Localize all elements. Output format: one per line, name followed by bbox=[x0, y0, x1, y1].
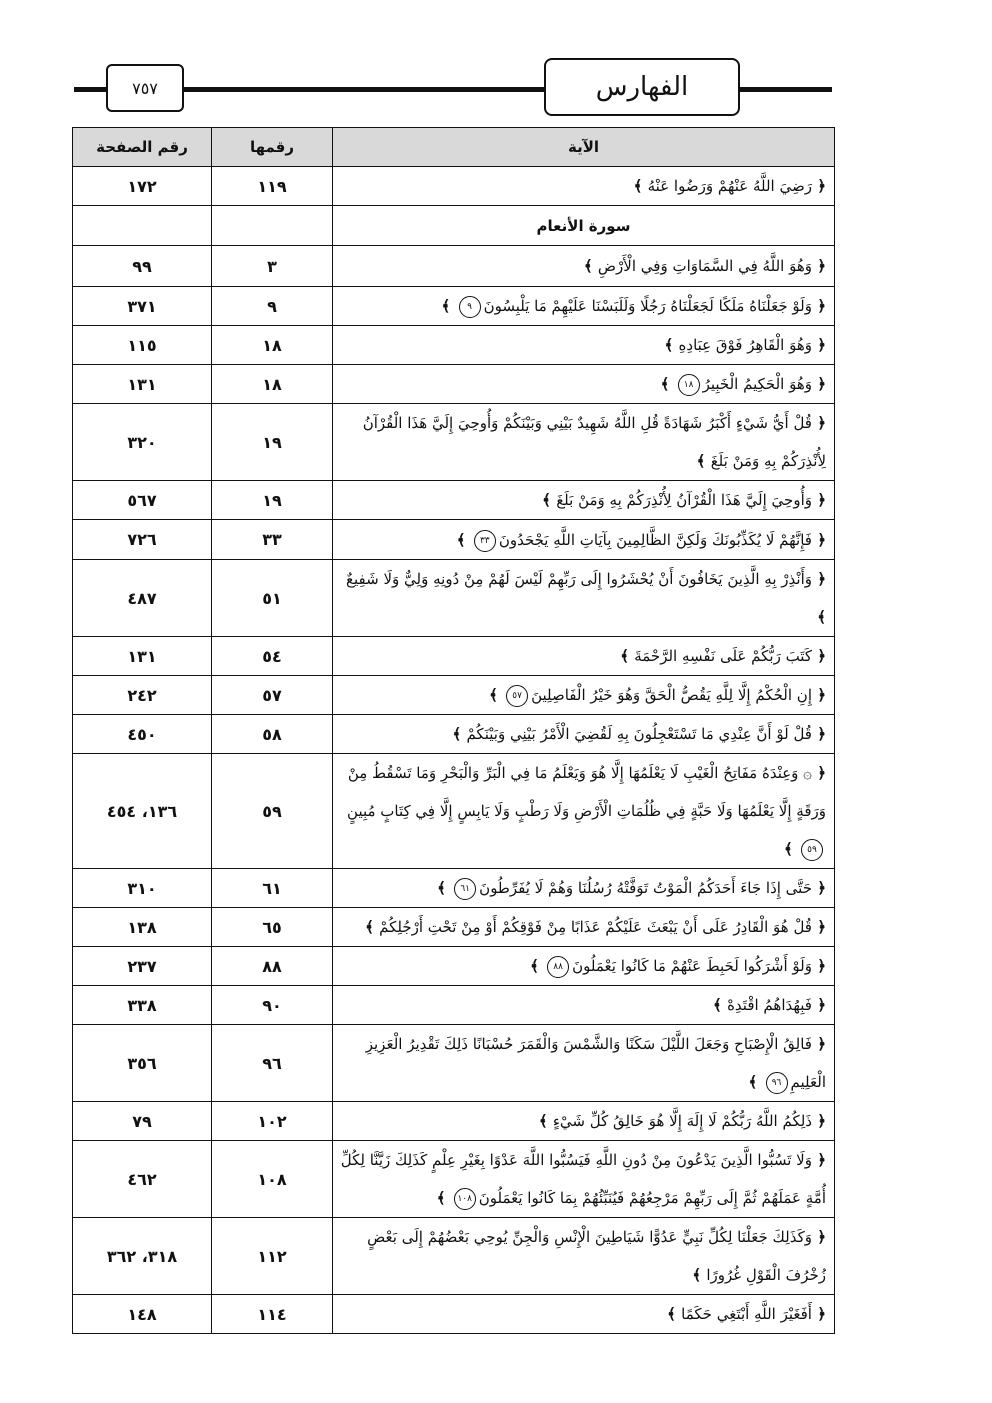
ayah-text: فَبِهُدَاهُمُ اقْتَدِهْ bbox=[727, 996, 812, 1014]
table-row bbox=[73, 481, 835, 520]
ornate-bracket-open: ﴿ bbox=[811, 257, 826, 275]
page-reference: ٣٣٨ bbox=[73, 986, 212, 1025]
header-rule-right bbox=[738, 87, 832, 92]
page-reference: ١٧٢ bbox=[73, 167, 212, 206]
ayah-number: ١٠٨ bbox=[212, 1141, 333, 1218]
ayah-number: ٣٣ bbox=[212, 520, 333, 560]
ayah-text: فَالِقُ الْإِصْبَاحِ وَجَعَلَ اللَّيْلَ سَكَنًا وَالشَّمْسَ وَالْقَمَرَ حُسْبَانًا ذَلِكَ تَقْدِيرُ الْعَزِيزِ الْعَلِيمِ bbox=[365, 1035, 826, 1091]
table-row bbox=[73, 520, 835, 560]
ayah-number: ١١٢ bbox=[212, 1218, 333, 1295]
ornate-bracket-close: ﴾ bbox=[660, 375, 675, 393]
ornate-bracket-close: ﴾ bbox=[489, 686, 504, 704]
surah-name: سورة الأنعام bbox=[333, 206, 835, 246]
ayah-text: حَتَّى إِذَا جَاءَ أَحَدَكُمُ الْمَوْتُ تَوَفَّتْهُ رُسُلُنَا وَهُمْ لَا يُفَرِّطُونَ bbox=[479, 879, 812, 897]
ayah-number: ٥٩ bbox=[212, 754, 333, 869]
ayah-number: ١٨ bbox=[212, 326, 333, 365]
ayah-number: ١٨ bbox=[212, 365, 333, 404]
table-row bbox=[73, 560, 835, 637]
ornate-bracket-open: ﴿ bbox=[811, 177, 826, 195]
ornate-bracket-open: ﴿ bbox=[811, 414, 826, 432]
ornate-bracket-open: ﴿ bbox=[811, 957, 826, 975]
ayah-cell bbox=[333, 246, 835, 287]
ayah-text: كَتَبَ رَبُّكُمْ عَلَى نَفْسِهِ الرَّحْمَةَ bbox=[634, 647, 812, 665]
header-rule-left bbox=[74, 87, 106, 92]
ayah-cell bbox=[333, 1025, 835, 1102]
page-reference: ١٣١ bbox=[73, 365, 212, 404]
ayah-text: وَلَوْ جَعَلْنَاهُ مَلَكًا لَجَعَلْنَاهُ رَجُلًا وَلَلَبَسْنَا عَلَيْهِمْ مَا يَلْبِسُونَ bbox=[483, 297, 812, 315]
header-ayah: الآية bbox=[333, 128, 835, 167]
verse-end-marker: ١٠٨ bbox=[454, 1188, 476, 1210]
table-row bbox=[73, 326, 835, 365]
ornate-bracket-open: ﴿ bbox=[811, 725, 826, 743]
table-row bbox=[73, 715, 835, 754]
ayah-cell bbox=[333, 986, 835, 1025]
ornate-bracket-close: ﴾ bbox=[436, 1189, 451, 1207]
ayah-cell bbox=[333, 1218, 835, 1295]
ayah-number: ١١٤ bbox=[212, 1295, 333, 1334]
ayah-text: وَأُوحِيَ إِلَيَّ هَذَا الْقُرْآنُ لِأُنْذِرَكُمْ بِهِ وَمَنْ بَلَغَ bbox=[556, 491, 812, 509]
verse-end-marker: ٣٣ bbox=[474, 530, 496, 552]
verse-end-marker: ٩ bbox=[459, 296, 481, 318]
table-row bbox=[73, 287, 835, 326]
page-reference: ٣٧١ bbox=[73, 287, 212, 326]
ornate-bracket-close: ﴾ bbox=[664, 336, 679, 354]
ornate-bracket-close: ﴾ bbox=[441, 297, 456, 315]
ornate-bracket-open: ﴿ bbox=[811, 336, 826, 354]
ayah-number: ١١٩ bbox=[212, 167, 333, 206]
verse-end-marker: ٦١ bbox=[454, 878, 476, 900]
ayah-number: ٨٨ bbox=[212, 947, 333, 986]
ayah-number: ٩٠ bbox=[212, 986, 333, 1025]
ayah-number: ٦٥ bbox=[212, 908, 333, 947]
ornate-bracket-close: ﴾ bbox=[437, 879, 452, 897]
header-rule-middle bbox=[180, 87, 544, 92]
ornate-bracket-close: ﴾ bbox=[748, 1073, 763, 1091]
page-reference: ٢٤٢ bbox=[73, 676, 212, 715]
table-row bbox=[73, 676, 835, 715]
ornate-bracket-open: ﴿ bbox=[811, 996, 826, 1014]
ayah-text: وَهُوَ الْقَاهِرُ فَوْقَ عِبَادِهِ bbox=[678, 336, 812, 354]
ayah-text: فَإِنَّهُمْ لَا يُكَذِّبُونَكَ وَلَكِنَّ الظَّالِمِينَ بِآيَاتِ اللَّهِ يَجْحَدُونَ bbox=[498, 530, 812, 549]
page-reference: ١٤٨ bbox=[73, 1295, 212, 1334]
ayah-cell bbox=[333, 520, 835, 560]
ornate-bracket-close: ﴾ bbox=[783, 840, 798, 858]
page-title: الفهارس bbox=[544, 58, 740, 116]
verse-end-marker: ٥٩ bbox=[801, 839, 823, 861]
ayah-text: قُلْ أَيُّ شَيْءٍ أَكْبَرُ شَهَادَةً قُلِ اللَّهُ شَهِيدٌ بَيْنِي وَبَيْنَكُمْ وَأُوحِيَ إِلَيَّ هَذَا الْقُرْآنُ لِأُنْذِرَكُمْ بِهِ وَمَنْ بَلَغَ bbox=[362, 414, 826, 470]
table-row bbox=[73, 1141, 835, 1218]
ayah-cell bbox=[333, 167, 835, 206]
ayah-cell bbox=[333, 560, 835, 637]
ornate-bracket-close: ﴾ bbox=[633, 177, 648, 195]
ornate-bracket-open: ﴿ bbox=[811, 570, 826, 588]
ornate-bracket-close: ﴾ bbox=[452, 725, 467, 743]
ornate-bracket-open: ﴿ bbox=[811, 491, 826, 509]
empty-cell bbox=[73, 206, 212, 246]
ayah-cell bbox=[333, 1141, 835, 1218]
ornate-bracket-close: ﴾ bbox=[620, 647, 635, 665]
ornate-bracket-open: ﴿ bbox=[811, 1035, 826, 1053]
ornate-bracket-open: ﴿ bbox=[811, 647, 826, 665]
page-reference: ٣١٠ bbox=[73, 869, 212, 908]
ornate-bracket-close: ﴾ bbox=[456, 530, 471, 549]
ayah-cell bbox=[333, 754, 835, 869]
table-row bbox=[73, 404, 835, 481]
page-reference: ٣٢٠ bbox=[73, 404, 212, 481]
verse-end-marker: ٨٨ bbox=[547, 956, 569, 978]
page-reference: ٢٣٧ bbox=[73, 947, 212, 986]
table-row bbox=[73, 947, 835, 986]
ornate-bracket-close: ﴾ bbox=[583, 257, 598, 275]
ayah-number: ٥٤ bbox=[212, 637, 333, 676]
ayah-cell bbox=[333, 481, 835, 520]
ayah-number: ٣ bbox=[212, 246, 333, 287]
page-reference: ٧٢٦ bbox=[73, 520, 212, 560]
table-row bbox=[73, 986, 835, 1025]
ornate-bracket-close: ﴾ bbox=[538, 1112, 553, 1130]
ayah-cell bbox=[333, 326, 835, 365]
ayah-number: ١٩ bbox=[212, 481, 333, 520]
header-page-number: رقم الصفحة bbox=[73, 128, 212, 167]
ayah-number: ٥١ bbox=[212, 560, 333, 637]
table-row bbox=[73, 1102, 835, 1141]
table-row bbox=[73, 637, 835, 676]
page-reference: ٤٥٠ bbox=[73, 715, 212, 754]
ayah-text: وَكَذَلِكَ جَعَلْنَا لِكُلِّ نَبِيٍّ عَدُوًّا شَيَاطِينَ الْإِنْسِ وَالْجِنِّ يُوحِي بَعْضُهُمْ إِلَى بَعْضٍ زُخْرُفَ الْقَوْلِ غُرُورًا bbox=[367, 1228, 826, 1284]
table-row bbox=[73, 365, 835, 404]
ayah-number: ١٠٢ bbox=[212, 1102, 333, 1141]
table-row bbox=[73, 1295, 835, 1334]
ayah-text: إِنِ الْحُكْمُ إِلَّا لِلَّهِ يَقُصُّ الْحَقَّ وَهُوَ خَيْرُ الْفَاصِلِينَ bbox=[531, 686, 812, 704]
ornate-bracket-open: ﴿ bbox=[811, 1112, 826, 1130]
ayah-number: ٥٨ bbox=[212, 715, 333, 754]
ornate-bracket-close: ﴾ bbox=[542, 491, 557, 509]
table-row bbox=[73, 754, 835, 869]
ornate-bracket-open: ﴿ bbox=[811, 879, 826, 897]
ayah-text: وَأَنْذِرْ بِهِ الَّذِينَ يَخَافُونَ أَنْ يُحْشَرُوا إِلَى رَبِّهِمْ لَيْسَ لَهُمْ مِنْ دُونِهِ وَلِيٌّ وَلَا شَفِيعٌ bbox=[346, 570, 812, 588]
table-row bbox=[73, 869, 835, 908]
ayah-cell bbox=[333, 676, 835, 715]
ayah-cell bbox=[333, 908, 835, 947]
page-reference: ١١٥ bbox=[73, 326, 212, 365]
ornate-bracket-open: ﴿ bbox=[811, 1151, 826, 1169]
ornate-bracket-close: ﴾ bbox=[365, 918, 380, 936]
ornate-bracket-open: ﴿ bbox=[811, 764, 826, 782]
ayah-text: وَلَا تَسُبُّوا الَّذِينَ يَدْعُونَ مِنْ دُونِ اللَّهِ فَيَسُبُّوا اللَّهَ عَدْوًا بِغَيْرِ عِلْمٍ كَذَلِكَ زَيَّنَّا لِكُلِّ أُمَّةٍ عَمَلَهُمْ ثُمَّ إِلَى رَبِّهِمْ مَرْجِعُهُمْ فَيُنَبِّئُهُمْ بِمَا كَانُوا يَعْمَلُونَ bbox=[340, 1151, 826, 1207]
ornate-bracket-close: ﴾ bbox=[696, 452, 711, 470]
page-header bbox=[0, 0, 992, 120]
ayah-cell bbox=[333, 1102, 835, 1141]
ayah-cell bbox=[333, 637, 835, 676]
ornate-bracket-open: ﴿ bbox=[811, 1228, 826, 1246]
ayah-number: ٦١ bbox=[212, 869, 333, 908]
page-reference: ١٣١ bbox=[73, 637, 212, 676]
ornate-bracket-open: ﴿ bbox=[811, 918, 826, 936]
ayah-text: قُلْ هُوَ الْقَادِرُ عَلَى أَنْ يَبْعَثَ عَلَيْكُمْ عَذَابًا مِنْ فَوْقِكُمْ أَوْ مِنْ تَحْتِ أَرْجُلِكُمْ bbox=[379, 918, 812, 936]
page-reference: ٥٦٧ bbox=[73, 481, 212, 520]
ayah-cell bbox=[333, 1295, 835, 1334]
table-header-row bbox=[73, 128, 835, 167]
table-row bbox=[73, 1218, 835, 1295]
ayah-text: وَهُوَ اللَّهُ فِي السَّمَاوَاتِ وَفِي الْأَرْضِ bbox=[597, 257, 812, 275]
empty-cell bbox=[212, 206, 333, 246]
ornate-bracket-close: ﴾ bbox=[692, 1266, 707, 1284]
table-row bbox=[73, 908, 835, 947]
header-ayah-number: رقمها bbox=[212, 128, 333, 167]
ayah-text: وَلَوْ أَشْرَكُوا لَحَبِطَ عَنْهُمْ مَا كَانُوا يَعْمَلُونَ bbox=[572, 957, 812, 975]
ornate-bracket-close: ﴾ bbox=[667, 1305, 682, 1323]
ayah-cell bbox=[333, 715, 835, 754]
verse-end-marker: ١٨ bbox=[678, 374, 700, 396]
table-row bbox=[73, 167, 835, 206]
page-reference: ٤٨٧ bbox=[73, 560, 212, 637]
ornate-bracket-open: ﴿ bbox=[811, 686, 826, 704]
table-row bbox=[73, 246, 835, 287]
table-body bbox=[73, 167, 835, 1334]
ayah-number: ٩٦ bbox=[212, 1025, 333, 1102]
ornate-bracket-open: ﴿ bbox=[811, 375, 826, 393]
ayah-index-table bbox=[72, 127, 835, 1334]
ayah-cell bbox=[333, 869, 835, 908]
ornate-bracket-close: ﴾ bbox=[713, 996, 728, 1014]
page-reference: ٣١٨، ٣٦٢ bbox=[73, 1218, 212, 1295]
ayah-text: أَفَغَيْرَ اللَّهِ أَبْتَغِي حَكَمًا bbox=[681, 1305, 812, 1323]
ayah-text: رَضِيَ اللَّهُ عَنْهُمْ وَرَضُوا عَنْهُ bbox=[647, 177, 812, 195]
page-reference: ١٣٦، ٤٥٤ bbox=[73, 754, 212, 869]
ayah-text: ذَلِكُمُ اللَّهُ رَبُّكُمْ لَا إِلَهَ إِلَّا هُوَ خَالِقُ كُلِّ شَيْءٍ bbox=[552, 1112, 812, 1130]
ayah-text: وَهُوَ الْحَكِيمُ الْخَبِيرُ bbox=[702, 375, 812, 393]
page-number: ٧٥٧ bbox=[106, 64, 184, 112]
ornate-bracket-open: ﴿ bbox=[811, 530, 826, 549]
ornate-bracket-close: ﴾ bbox=[530, 957, 545, 975]
ayah-cell bbox=[333, 287, 835, 326]
surah-heading-row bbox=[73, 206, 835, 246]
ayah-number: ٩ bbox=[212, 287, 333, 326]
ornate-bracket-open: ﴿ bbox=[811, 297, 826, 315]
verse-end-marker: ٥٧ bbox=[506, 685, 528, 707]
ayah-text: ۞ وَعِنْدَهُ مَفَاتِحُ الْغَيْبِ لَا يَعْلَمُهَا إِلَّا هُوَ وَيَعْلَمُ مَا فِي الْبَرِّ وَالْبَحْرِ وَمَا تَسْقُطُ مِنْ وَرَقَةٍ إِلَّا يَعْلَمُهَا وَلَا حَبَّةٍ فِي ظُلُمَاتِ الْأَرْضِ وَلَا رَطْبٍ وَلَا يَابِسٍ إِلَّا فِي كِتَابٍ مُبِينٍ bbox=[347, 764, 826, 820]
page-reference: ٣٥٦ bbox=[73, 1025, 212, 1102]
ayah-text: قُلْ لَوْ أَنَّ عِنْدِي مَا تَسْتَعْجِلُونَ بِهِ لَقُضِيَ الْأَمْرُ بَيْنِي وَبَيْنَكُمْ bbox=[466, 725, 812, 743]
ayah-cell bbox=[333, 404, 835, 481]
page-reference: ٩٩ bbox=[73, 246, 212, 287]
verse-end-marker: ٩٦ bbox=[766, 1072, 788, 1094]
page-reference: ٤٦٢ bbox=[73, 1141, 212, 1218]
ayah-number: ٥٧ bbox=[212, 676, 333, 715]
page-reference: ٧٩ bbox=[73, 1102, 212, 1141]
ornate-bracket-open: ﴿ bbox=[811, 1305, 826, 1323]
table-row bbox=[73, 1025, 835, 1102]
ayah-number: ١٩ bbox=[212, 404, 333, 481]
ornate-bracket-close: ﴾ bbox=[817, 608, 826, 626]
page-reference: ١٣٨ bbox=[73, 908, 212, 947]
ayah-cell bbox=[333, 365, 835, 404]
ayah-cell bbox=[333, 947, 835, 986]
